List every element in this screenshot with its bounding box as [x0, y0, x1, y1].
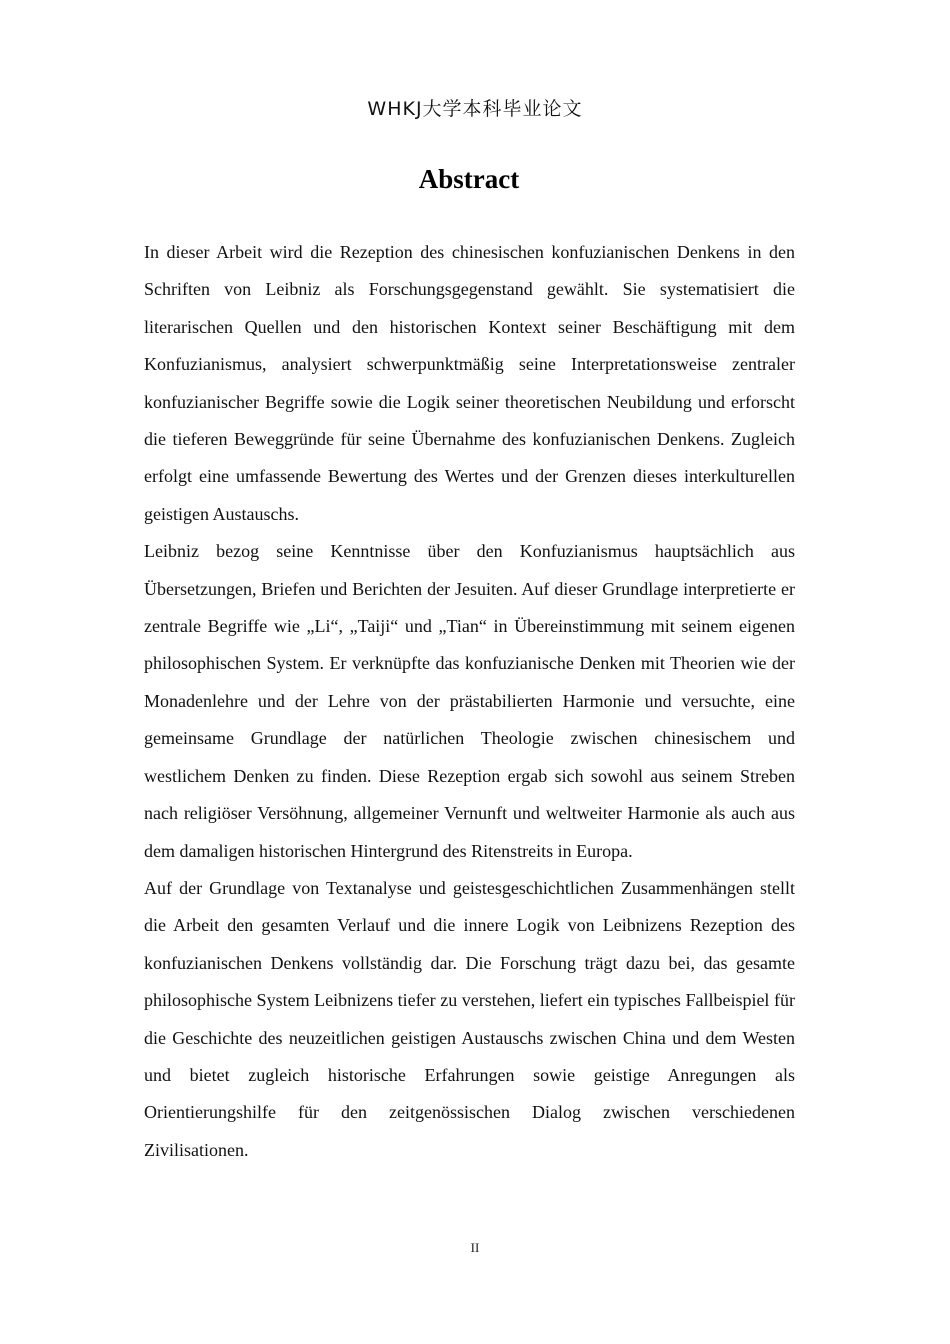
abstract-title: Abstract	[418, 164, 520, 194]
running-header: WHKJ大学本科毕业论文	[367, 98, 583, 120]
abstract-body	[144, 234, 795, 1169]
abstract-paragraph-3: Auf der Grundlage von Textanalyse und geistesgeschichtlichen Zusammenhängen stellt die Arbeit den gesamten Verlauf und die innere Logik von Leibnizens Rezeption des konfuzianischen Denkens vollständig dar. Die Forschung trägt dazu bei, das gesamte philosophische System Leibnizens tiefer zu verstehen, liefert ein typisches Fallbeispiel für die Geschichte des neuzeitlichen geistigen Austauschs zwischen China und dem Westen und bietet zugleich historische Erfahrungen sowie geistige Anregungen als Orientierungshilfe für den zeitgenössischen Dialog zwischen verschiedenen Zivilisationen.	[144, 877, 795, 1160]
page-number: II	[470, 1240, 480, 1255]
abstract-paragraph-2: Leibniz bezog seine Kenntnisse über den Konfuzianismus hauptsächlich aus Übersetzungen, Briefen und Berichten der Jesuiten. Auf dieser Grundlage interpretierte er zentrale Begriffe wie „Li“, „Taiji“ und „Tian“ in Übereinstimmung mit seinem eigenen philosophischen System. Er verknüpfte das konfuzianische Denken mit Theorien wie der Monadenlehre und der Lehre von der prästabilierten Harmonie und versuchte, eine gemeinsame Grundlage der natürlichen Theologie zwischen chinesischem und westlichem Denken zu finden. Diese Rezeption ergab sich sowohl aus seinem Streben nach religiöser Versöhnung, allgemeiner Vernunft und weltweiter Harmonie als auch aus dem damaligen historischen Hintergrund des Ritenstreits in Europa.	[144, 541, 795, 861]
abstract-paragraph-1: In dieser Arbeit wird die Rezeption des chinesischen konfuzianischen Denkens in den Schriften von Leibniz als Forschungsgegenstand gewählt. Sie systematisiert die literarischen Quellen und den historischen Kontext seiner Beschäftigung mit dem Konfuzianismus, analysiert schwerpunktmäßig seine Interpretationsweise zentraler konfuzianischer Begriffe sowie die Logik seiner theoretischen Neubildung und erforscht die tieferen Beweggründe für seine Übernahme des konfuzianischen Denkens. Zugleich erfolgt eine umfassende Bewertung des Wertes und der Grenzen dieses interkulturellen geistigen Austauschs.	[144, 242, 795, 524]
